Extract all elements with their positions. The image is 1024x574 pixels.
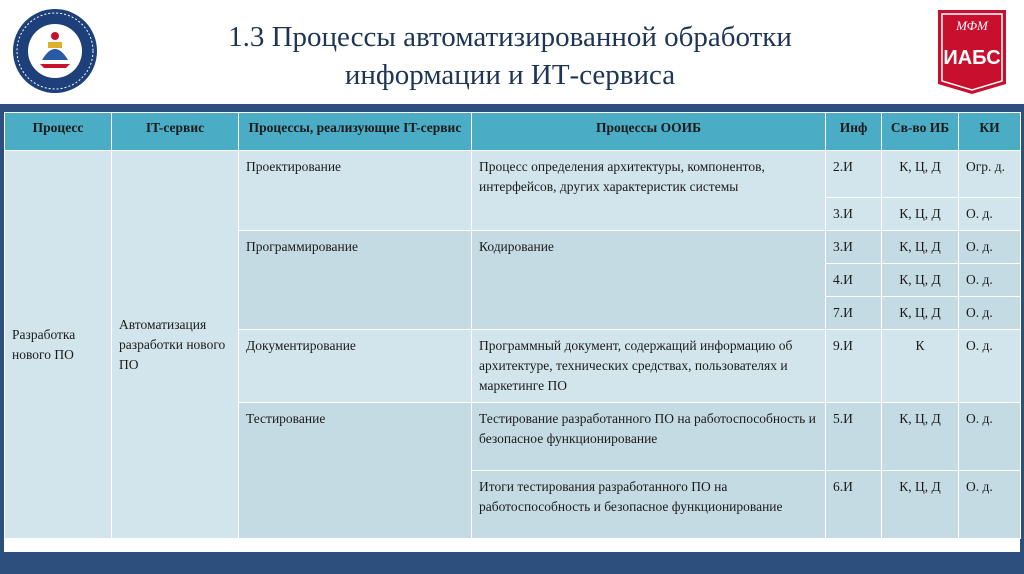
cell-inf: 4.И [826, 264, 882, 297]
cell-ki: О. д. [959, 264, 1021, 297]
cell-ooib-design: Процесс определения архитектуры, компонентов, интерфейсов, других характеристик системы [472, 151, 826, 231]
cell-ki: О. д. [959, 198, 1021, 231]
university-logo [12, 8, 98, 94]
cell-sv: К [882, 330, 959, 403]
slide-header [0, 0, 1024, 104]
cell-ki: О. д. [959, 403, 1021, 471]
iabs-logo [934, 6, 1010, 96]
cell-it-service: Автоматизация разработки нового ПО [112, 151, 239, 539]
cell-sv: К, Ц, Д [882, 151, 959, 198]
title-line-2: информации и ИТ-сервиса [344, 59, 676, 91]
cell-inf: 3.И [826, 198, 882, 231]
cell-ki: О. д. [959, 471, 1021, 539]
cell-group-design: Проектирование [239, 151, 472, 231]
cell-ki: О. д. [959, 231, 1021, 264]
cell-group-testing: Тестирование [239, 403, 472, 539]
title-line-1: 1.3 Процессы автоматизированной обработки [228, 21, 792, 53]
cell-sv: К, Ц, Д [882, 403, 959, 471]
cell-inf: 5.И [826, 403, 882, 471]
header-inf: Инф [826, 113, 882, 151]
header-process: Процесс [5, 113, 112, 151]
footer-bar [0, 560, 1024, 574]
cell-sv: К, Ц, Д [882, 297, 959, 330]
cell-group-documenting: Документирование [239, 330, 472, 403]
header-impl-processes: Процессы, реализующие IT-сервис [239, 113, 472, 151]
cell-inf: 6.И [826, 471, 882, 539]
table-row [5, 151, 1021, 198]
cell-inf: 7.И [826, 297, 882, 330]
cell-inf: 3.И [826, 231, 882, 264]
cell-process: Разработка нового ПО [5, 151, 112, 539]
header-sv: Св-во ИБ [882, 113, 959, 151]
cell-ooib-documenting: Программный документ, содержащий информацию об архитектуре, технических средствах, пользователях и маркетинге ПО [472, 330, 826, 403]
process-table-container [4, 112, 1020, 552]
cell-ooib-programming: Кодирование [472, 231, 826, 330]
cell-sv: К, Ц, Д [882, 264, 959, 297]
cell-ooib-testing-2: Итоги тестирования разработанного ПО на работоспособность и безопасное функционирование [472, 471, 826, 539]
table-header-row [5, 113, 1021, 151]
cell-inf: 9.И [826, 330, 882, 403]
logo-main-text: ИАБС [943, 47, 1001, 69]
header-ki: КИ [959, 113, 1021, 151]
cell-group-programming: Программирование [239, 231, 472, 330]
cell-sv: К, Ц, Д [882, 198, 959, 231]
cell-ki: О. д. [959, 330, 1021, 403]
cell-ki: Огр. д. [959, 151, 1021, 198]
cell-sv: К, Ц, Д [882, 231, 959, 264]
header-ooib: Процессы ООИБ [472, 113, 826, 151]
cell-ooib-testing-1: Тестирование разработанного ПО на работоспособность и безопасное функционирование [472, 403, 826, 471]
slide-title [160, 18, 860, 94]
cell-inf: 2.И [826, 151, 882, 198]
cell-sv: К, Ц, Д [882, 471, 959, 539]
cell-ki: О. д. [959, 297, 1021, 330]
process-table [4, 112, 1021, 539]
logo-top-text: МФМ [956, 18, 988, 33]
header-it-service: IT-сервис [112, 113, 239, 151]
